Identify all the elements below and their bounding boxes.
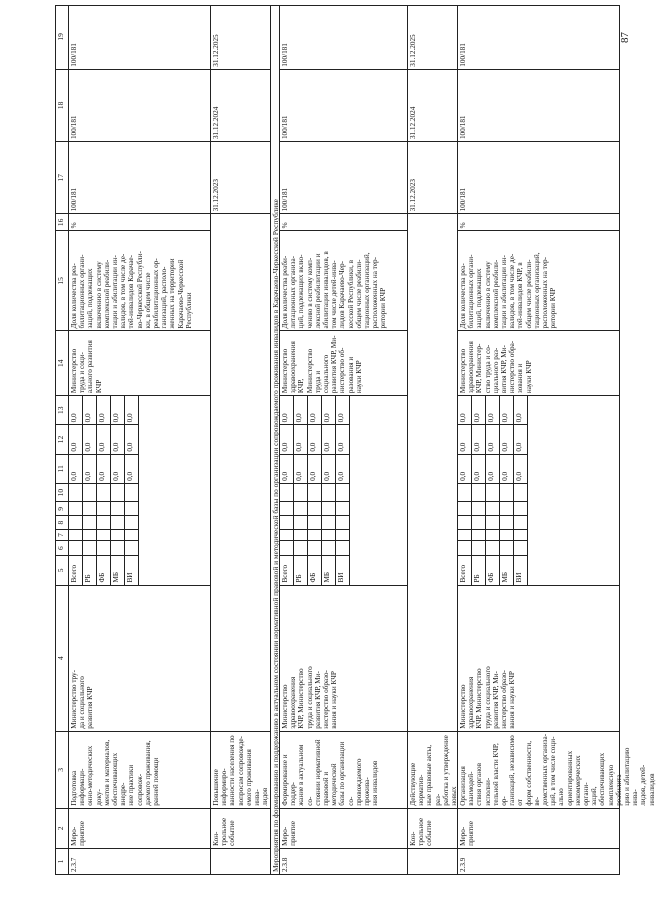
- column-header: 16: [55, 214, 68, 231]
- row-name: Организация взаимодей- ствия органов исполни- тельной власти КЧР, ор- ганизаций, независимо от форм собственности, ве- домственных организа- ций, в том числе соци- ально ориентированных некоммерческих органи- заций, обеспечивающих комплексную реабилита- цию и абилитацию инва- лидов, детей-инвалидов: [457, 732, 620, 809]
- row-indicator: Доля количества реа- билитационных органи- заций, подлежащих включению в систему комплексной реабили- тации и абилитации ин- валидов, в том числе де- тей-инвалидов КЧР, в общем числе реабили- тационных организаций, расположенных на тер- ритории КЧР: [457, 231, 620, 331]
- row-col17: 100/181: [68, 142, 210, 214]
- column-header: 14: [55, 331, 68, 396]
- funding-source: РБ: [82, 556, 96, 585]
- value-col12: 0,0: [279, 425, 293, 454]
- value-col12: 0,0: [96, 425, 110, 454]
- value-col12: 0,0: [457, 425, 471, 454]
- value-col11: 0,0: [499, 455, 513, 484]
- row-unit: %: [457, 214, 620, 231]
- value-col11: 0,0: [513, 455, 527, 484]
- column-header: 8: [55, 516, 68, 530]
- row-col18: 100/181: [68, 70, 210, 142]
- value-col12: 0,0: [321, 425, 335, 454]
- value-col13: 0,0: [499, 396, 513, 425]
- row-col18: 100/181: [457, 70, 620, 142]
- value-col13: 0,0: [485, 396, 499, 425]
- funding-source: ФБ: [96, 556, 110, 585]
- funding-source: МБ: [110, 556, 124, 585]
- row-type: Меро- приятие: [279, 809, 407, 849]
- row-col19: 100/181: [279, 5, 407, 70]
- column-header: 2: [55, 809, 68, 849]
- funding-source: ВИ: [124, 556, 138, 585]
- column-header: 6: [55, 541, 68, 556]
- row-col17: 100/181: [457, 142, 620, 214]
- value-col13: 0,0: [96, 396, 110, 425]
- value-col12: 0,0: [110, 425, 124, 454]
- column-header: 15: [55, 231, 68, 331]
- row-number: 2.3.7: [68, 849, 210, 875]
- value-col11: 0,0: [307, 455, 321, 484]
- value-col11: 0,0: [335, 455, 349, 484]
- column-header: 4: [55, 586, 68, 732]
- funding-source: ВИ: [335, 556, 349, 585]
- column-header: 12: [55, 425, 68, 454]
- row-indicator: Доля количества реаби- литационных организа- ций, подлежащих вклю- чению в систему комп- лексной реабилитации и абилитации инвалидов, в том числе детей-инва- лидов Карачаево-Чер- кесской Республики, в общем числе реабили- тационных организаций, расположенных на тер- ритории КЧР: [279, 231, 407, 331]
- row-number: 2.3.9: [457, 849, 620, 875]
- checkpoint-date-18: 31.12.2024: [407, 70, 457, 142]
- value-col12: 0,0: [499, 425, 513, 454]
- row-executor: Министерство тру- да и социального развития КЧР: [68, 586, 210, 732]
- funding-source: ФБ: [307, 556, 321, 585]
- value-col12: 0,0: [82, 425, 96, 454]
- value-col11: 0,0: [82, 455, 96, 484]
- value-col13: 0,0: [82, 396, 96, 425]
- value-col13: 0,0: [335, 396, 349, 425]
- value-col12: 0,0: [293, 425, 307, 454]
- value-col11: 0,0: [68, 455, 82, 484]
- row-number: 2.3.8: [279, 849, 407, 875]
- checkpoint-date-19: 31.12.2025: [210, 5, 270, 70]
- checkpoint-type: Кон- трольное событие: [210, 809, 270, 849]
- row-type: Меро- приятие: [457, 809, 620, 849]
- row-indicator: Доля количества реа- билитационных органи- заций, подлежащих включению в систему комплексной реабили- тации и абилитации ин- валидов, в том числе де- тей-инвалидов Карачае- во-Черкесской Республи- ки, в общем числе реабилитационных ор- ганизаций, располо- женных на территории Карачаево-Черкесской Республики: [68, 231, 210, 331]
- value-col12: 0,0: [471, 425, 485, 454]
- row-unit: %: [279, 214, 407, 231]
- value-col13: 0,0: [471, 396, 485, 425]
- row-col17: 100/181: [279, 142, 407, 214]
- value-col11: 0,0: [110, 455, 124, 484]
- row-name: Формирование и поддер- жание в актуальном со- стоянии нормативной правовой и методической базы по организации со- провождаемого прожива- ния инвалидов: [279, 732, 407, 809]
- column-header: 3: [55, 732, 68, 809]
- funding-source: РБ: [471, 556, 485, 585]
- value-col12: 0,0: [124, 425, 138, 454]
- page-number: 87: [619, 32, 631, 43]
- funding-source: ФБ: [485, 556, 499, 585]
- row-executor: Министерство здравоохранения КЧР, Министерство труда и социального развития КЧР, Ми- нистерство образо- вания и науки КЧР: [279, 586, 407, 732]
- checkpoint-date-17: 31.12.2023: [407, 142, 457, 214]
- funding-source: МБ: [499, 556, 513, 585]
- value-col11: 0,0: [457, 455, 471, 484]
- row-type: Меро- приятие: [68, 809, 210, 849]
- column-header: 19: [55, 5, 68, 70]
- column-header: 13: [55, 396, 68, 425]
- column-header: 10: [55, 484, 68, 502]
- value-col11: 0,0: [485, 455, 499, 484]
- value-col13: 0,0: [457, 396, 471, 425]
- row-responsible: Министерство здравоохранения КЧР, Министер- ство труда и со- циального раз- вития КЧР, Ми- нистерство обра- зования и науки КЧР: [457, 331, 620, 396]
- value-col13: 0,0: [124, 396, 138, 425]
- row-col18: 100/181: [279, 70, 407, 142]
- value-col13: 0,0: [279, 396, 293, 425]
- column-header: 9: [55, 502, 68, 516]
- column-header: 11: [55, 455, 68, 484]
- value-col11: 0,0: [96, 455, 110, 484]
- value-col12: 0,0: [485, 425, 499, 454]
- funding-source: РБ: [293, 556, 307, 585]
- value-col12: 0,0: [68, 425, 82, 454]
- value-col11: 0,0: [293, 455, 307, 484]
- row-col19: 100/181: [68, 5, 210, 70]
- row-name: Подготовка информаци- онно-методических доку- ментов и материалов, обеспечивающих внедре- ние практики сопровож- даемого проживания, ранней помощи: [68, 732, 210, 809]
- value-col12: 0,0: [513, 425, 527, 454]
- row-col19: 100/181: [457, 5, 620, 70]
- value-col13: 0,0: [513, 396, 527, 425]
- value-col13: 0,0: [307, 396, 321, 425]
- column-header: 18: [55, 70, 68, 142]
- column-header: 7: [55, 530, 68, 541]
- funding-source: Всего: [68, 556, 82, 585]
- funding-source: МБ: [321, 556, 335, 585]
- value-col13: 0,0: [293, 396, 307, 425]
- checkpoint-type: Кон- трольное событие: [407, 809, 457, 849]
- column-header: 17: [55, 142, 68, 214]
- checkpoint-name: Повышение информиро- ванности населения по вопросам сопровожде- емого проживания инва- лидов: [210, 732, 270, 809]
- column-header: 5: [55, 556, 68, 585]
- checkpoint-name: Действующие норматив- ные правовые акты, раз- работка и утверждение новых: [407, 732, 457, 809]
- column-header: 1: [55, 849, 68, 875]
- value-col11: 0,0: [124, 455, 138, 484]
- value-col11: 0,0: [279, 455, 293, 484]
- value-col13: 0,0: [321, 396, 335, 425]
- row-unit: %: [68, 214, 210, 231]
- funding-source: Всего: [279, 556, 293, 585]
- value-col13: 0,0: [68, 396, 82, 425]
- value-col11: 0,0: [321, 455, 335, 484]
- section-band: Мероприятия по формированию и поддержанию в актуальном состоянии нормативной правовой и методической базы по организации сопровождаемого проживания инвалидов в Карачаево-Черкесской Республике: [270, 5, 279, 875]
- value-col11: 0,0: [471, 455, 485, 484]
- row-responsible: Министерство здравоохранения КЧР, Министерство труда и социального развития КЧР, Ми- нистерство об- разования и науки КЧР: [279, 331, 407, 396]
- funding-source: ВИ: [513, 556, 527, 585]
- row-responsible: Министерство труда и соци- ального развития КЧР: [68, 331, 210, 396]
- row-executor: Министерство здравоохранения КЧР, Министерство труда и социального развития КЧР, Ми- нистерство образо- вания и науки КЧР: [457, 586, 620, 732]
- funding-source: Всего: [457, 556, 471, 585]
- checkpoint-date-19: 31.12.2025: [407, 5, 457, 70]
- table-frame: [55, 5, 620, 875]
- checkpoint-date-18: 31.12.2024: [210, 70, 270, 142]
- value-col13: 0,0: [110, 396, 124, 425]
- value-col12: 0,0: [335, 425, 349, 454]
- checkpoint-date-17: 31.12.2023: [210, 142, 270, 214]
- value-col12: 0,0: [307, 425, 321, 454]
